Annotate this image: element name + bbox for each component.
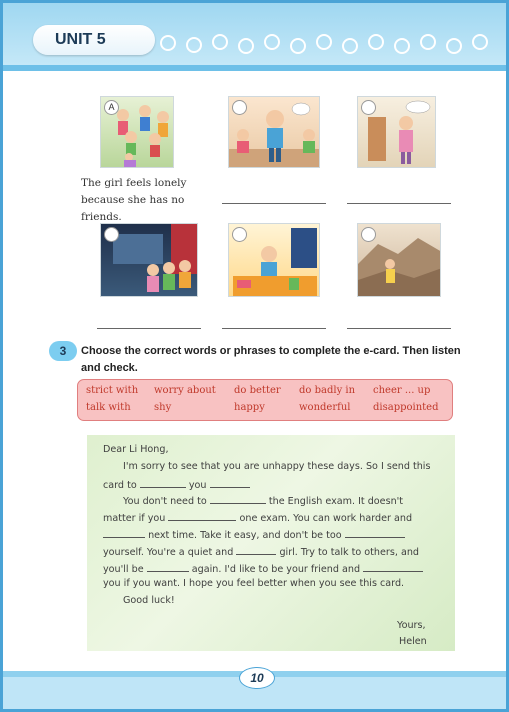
ecard-text: next time. Take it easy, and don't be too bbox=[148, 530, 342, 541]
word-bank-item: cheer ... up bbox=[373, 385, 431, 396]
picture-boy-at-desk bbox=[228, 223, 320, 297]
word-bank-item: happy bbox=[234, 402, 265, 413]
answer-line[interactable] bbox=[222, 203, 326, 204]
word-bank bbox=[77, 379, 453, 421]
ecard-blank[interactable] bbox=[140, 478, 186, 488]
answer-line[interactable] bbox=[347, 328, 451, 329]
ecard-text: the English exam. It doesn't bbox=[268, 496, 404, 507]
answer-line[interactable] bbox=[347, 203, 451, 204]
picture-marker bbox=[104, 227, 119, 242]
ecard-line bbox=[103, 478, 250, 491]
exercise-number: 3 bbox=[49, 341, 77, 361]
page-number: 10 bbox=[239, 667, 275, 689]
ecard-text: girl. Try to talk to others, and bbox=[279, 547, 420, 558]
word-bank-item: talk with bbox=[86, 402, 131, 413]
ecard-line bbox=[103, 528, 405, 541]
picture-ruins bbox=[357, 223, 441, 297]
decor-circle bbox=[368, 34, 384, 50]
header-stripe bbox=[3, 65, 506, 71]
word-bank-item: do better bbox=[234, 385, 281, 396]
ecard-text: yourself. You're a quiet and bbox=[103, 547, 234, 558]
ecard-blank[interactable] bbox=[168, 511, 236, 521]
instruction-line-2: and check. bbox=[81, 362, 138, 374]
ecard-text: card to bbox=[103, 480, 137, 491]
picture-label: A bbox=[104, 100, 119, 115]
picture-worried-woman bbox=[357, 96, 436, 168]
picture-marker bbox=[361, 227, 376, 242]
ecard-text: matter if you bbox=[103, 513, 166, 524]
picture-marker bbox=[361, 100, 376, 115]
decor-circle bbox=[290, 38, 306, 54]
ecard-text: you bbox=[188, 480, 207, 491]
ecard-text: You don't need to bbox=[123, 496, 207, 507]
answer-line[interactable] bbox=[97, 328, 201, 329]
picture-angry-boy bbox=[228, 96, 320, 168]
word-bank-item: strict with bbox=[86, 385, 139, 396]
decor-circle bbox=[264, 34, 280, 50]
instruction-line-1: Choose the correct words or phrases to complete the e-card. Then listen bbox=[81, 345, 461, 357]
ecard-blank[interactable] bbox=[236, 545, 276, 555]
decor-circle bbox=[394, 38, 410, 54]
picture-marker bbox=[232, 227, 247, 242]
ecard-line bbox=[103, 545, 419, 558]
decor-circle bbox=[420, 34, 436, 50]
decor-circle bbox=[186, 37, 202, 53]
picture-concert bbox=[100, 223, 198, 297]
decor-circle bbox=[446, 38, 462, 54]
exercise-instruction bbox=[81, 343, 461, 377]
ecard-blank[interactable] bbox=[147, 562, 189, 572]
decor-circle bbox=[238, 38, 254, 54]
unit-label: UNIT 5 bbox=[55, 31, 106, 48]
ecard-blank[interactable] bbox=[210, 494, 266, 504]
ecard-text: you'll be bbox=[103, 564, 144, 575]
ecard-text: again. I'd like to be your friend and bbox=[191, 564, 361, 575]
ecard-line bbox=[123, 494, 403, 507]
caption-line-2: because she has no friends. bbox=[81, 194, 185, 223]
word-bank-item: disappointed bbox=[373, 402, 439, 413]
ecard-closing: Yours, bbox=[397, 620, 426, 631]
picture-children-playing bbox=[100, 96, 174, 168]
ecard-line: I'm sorry to see that you are unhappy these days. So I send this bbox=[123, 461, 431, 472]
word-bank-item: do badly in bbox=[299, 385, 356, 396]
answer-line[interactable] bbox=[222, 328, 326, 329]
ecard-line bbox=[103, 562, 423, 575]
ecard-blank[interactable] bbox=[363, 562, 423, 572]
decor-circle bbox=[160, 35, 176, 51]
ecard-line: you if you want. I hope you feel better when you see this card. bbox=[103, 578, 405, 589]
example-caption bbox=[81, 175, 221, 226]
ecard-line bbox=[103, 511, 412, 524]
picture-marker bbox=[232, 100, 247, 115]
word-bank-item: wonderful bbox=[299, 402, 351, 413]
ecard-line: Good luck! bbox=[123, 595, 175, 606]
ecard-blank[interactable] bbox=[345, 528, 405, 538]
ecard-greeting: Dear Li Hong, bbox=[103, 444, 169, 455]
ecard-blank[interactable] bbox=[210, 478, 250, 488]
decor-circle bbox=[316, 34, 332, 50]
ecard-blank[interactable] bbox=[103, 528, 145, 538]
ecard-text: one exam. You can work harder and bbox=[239, 513, 413, 524]
ecard-signature: Helen bbox=[399, 636, 427, 647]
decor-circle bbox=[212, 34, 228, 50]
decor-circle bbox=[472, 34, 488, 50]
word-bank-item: shy bbox=[154, 402, 172, 413]
word-bank-item: worry about bbox=[154, 385, 216, 396]
decor-circle bbox=[342, 38, 358, 54]
caption-line-1: The girl feels lonely bbox=[81, 177, 187, 189]
